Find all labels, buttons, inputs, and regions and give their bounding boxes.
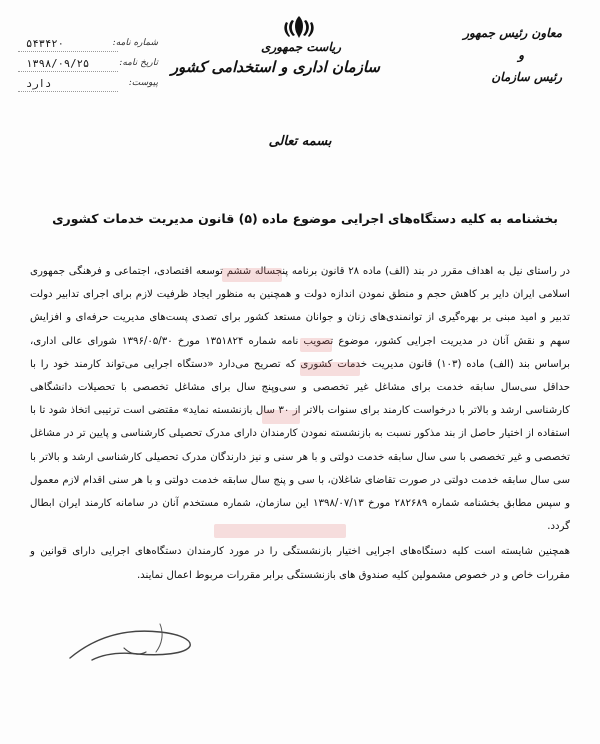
presidency-line: ریاست جمهوری: [260, 40, 342, 54]
letter-attachment: دارد: [26, 78, 52, 90]
meta-number: [18, 36, 158, 56]
handwritten-signature-icon: [64, 614, 204, 674]
letter-date-label: تاریخ نامه:: [119, 58, 158, 68]
meta-attachment: [18, 76, 158, 96]
letter-number: ۵۴۳۴۲۰: [26, 38, 64, 50]
redaction-mark: [214, 524, 346, 538]
circular-title: بخشنامه به کلیه دستگاه‌های اجرایی موضوع ماده (۵) قانون مدیریت خدمات کشوری: [52, 211, 558, 226]
signatory-title: [452, 22, 562, 88]
letter-attachment-label: پیوست:: [128, 78, 158, 88]
body-paragraph-1: در راستای نیل به اهداف مقرر در بند (الف) ماده ۲۸ قانون برنامه پنجساله ششم توسعه اقتصادی، اجتماعی و فرهنگی جمهوری اسلامی ایران دایر بر کاهش حجم و منطق نمودن اندازه دولت و همچنین به منظور ایجاد ظرفیت لازم برای اجرای تدابیر دولت تدبیر و امید مبنی بر بهره‌گیری از توانمندی‌های زنان و جوانان مستعد کشور برای تصدی پست‌های مدیریت حرفه‌ای و افزایش سهم و نقش آنان در مدیریت اجرایی کشور، موضوع تصویب نامه شماره ۱۳۵۱۸۲۴ مورخ ۱۳۹۶/۰۵/۳۰ شورای عالی اداری، براساس بند (الف) ماده (۱۰۳) قانون مدیریت خدمات کشوری که تصریح می‌دارد «دستگاه اجرایی می‌تواند کارمند خود را با حداقل سی‌سال سابقه خدمت برای مشاغل غیر تخصصی و سی‌وپنج سال برای مشاغل تخصصی با تحصیلات دانشگاهی کارشناسی ارشد و بالاتر با درخواست کارمند برای سنوات بالاتر از ۳۰ سال بازنشسته نماید» مقتضی است ترتیبی اتخاذ شود تا با استفاده از اختیار حاصل از بند مذکور نسبت به بازنشسته نمودن کارمندان دارای مدرک تحصیلی کارشناسی و پایین تر در مشاغل تخصصی و غیر تخصصی با سی سال سابقه خدمت دولتی و با هر سنی و نیز دارندگان مدرک تحصیلی کارشناسی ارشد و بالاتر با سی سال سابقه خدمت دولتی در صورت تقاضای شاغلان، با سی و پنج سال سابقه خدمت دولتی و با هر سنی اقدام لازم معمول و سپس مطابق بخشنامه شماره ۲۸۲۶۸۹ مورخ ۱۳۹۸/۰۷/۱۳ این سازمان، شماره مستخدم آنان در سامانه کارمند ایران ابطال گردد.: [30, 266, 571, 533]
redaction-mark: [262, 410, 300, 424]
basmala: بسمه تعالی: [268, 134, 332, 149]
letter-number-label: شماره نامه:: [112, 38, 158, 48]
signatory-line-3: رئیس سازمان: [491, 70, 562, 84]
letter-meta: [18, 36, 158, 96]
redaction-mark: [222, 268, 282, 282]
signatory-line-1: معاون رئیس جمهور: [463, 26, 562, 40]
redaction-mark: [300, 338, 332, 352]
meta-date: [18, 56, 158, 76]
redaction-mark: [300, 362, 360, 376]
organization-name: سازمان اداری و استخدامی کشور: [170, 58, 380, 76]
body-paragraph-2: همچنین شایسته است کلیه دستگاه‌های اجرایی اختیار بازنشستگی را در مورد کارمندان دستگاه‌های اجرایی دارای قوانین و مقررات خاص و در خصوص مشمولین کلیه صندوق های بازنشستگی برابر مقررات مربوط اعمال نمایند.: [30, 546, 570, 581]
letter-date: ۱۳۹۸/۰۹/۲۵: [26, 58, 90, 70]
iran-emblem-icon: [282, 14, 316, 40]
signatory-line-2: و: [518, 48, 524, 62]
